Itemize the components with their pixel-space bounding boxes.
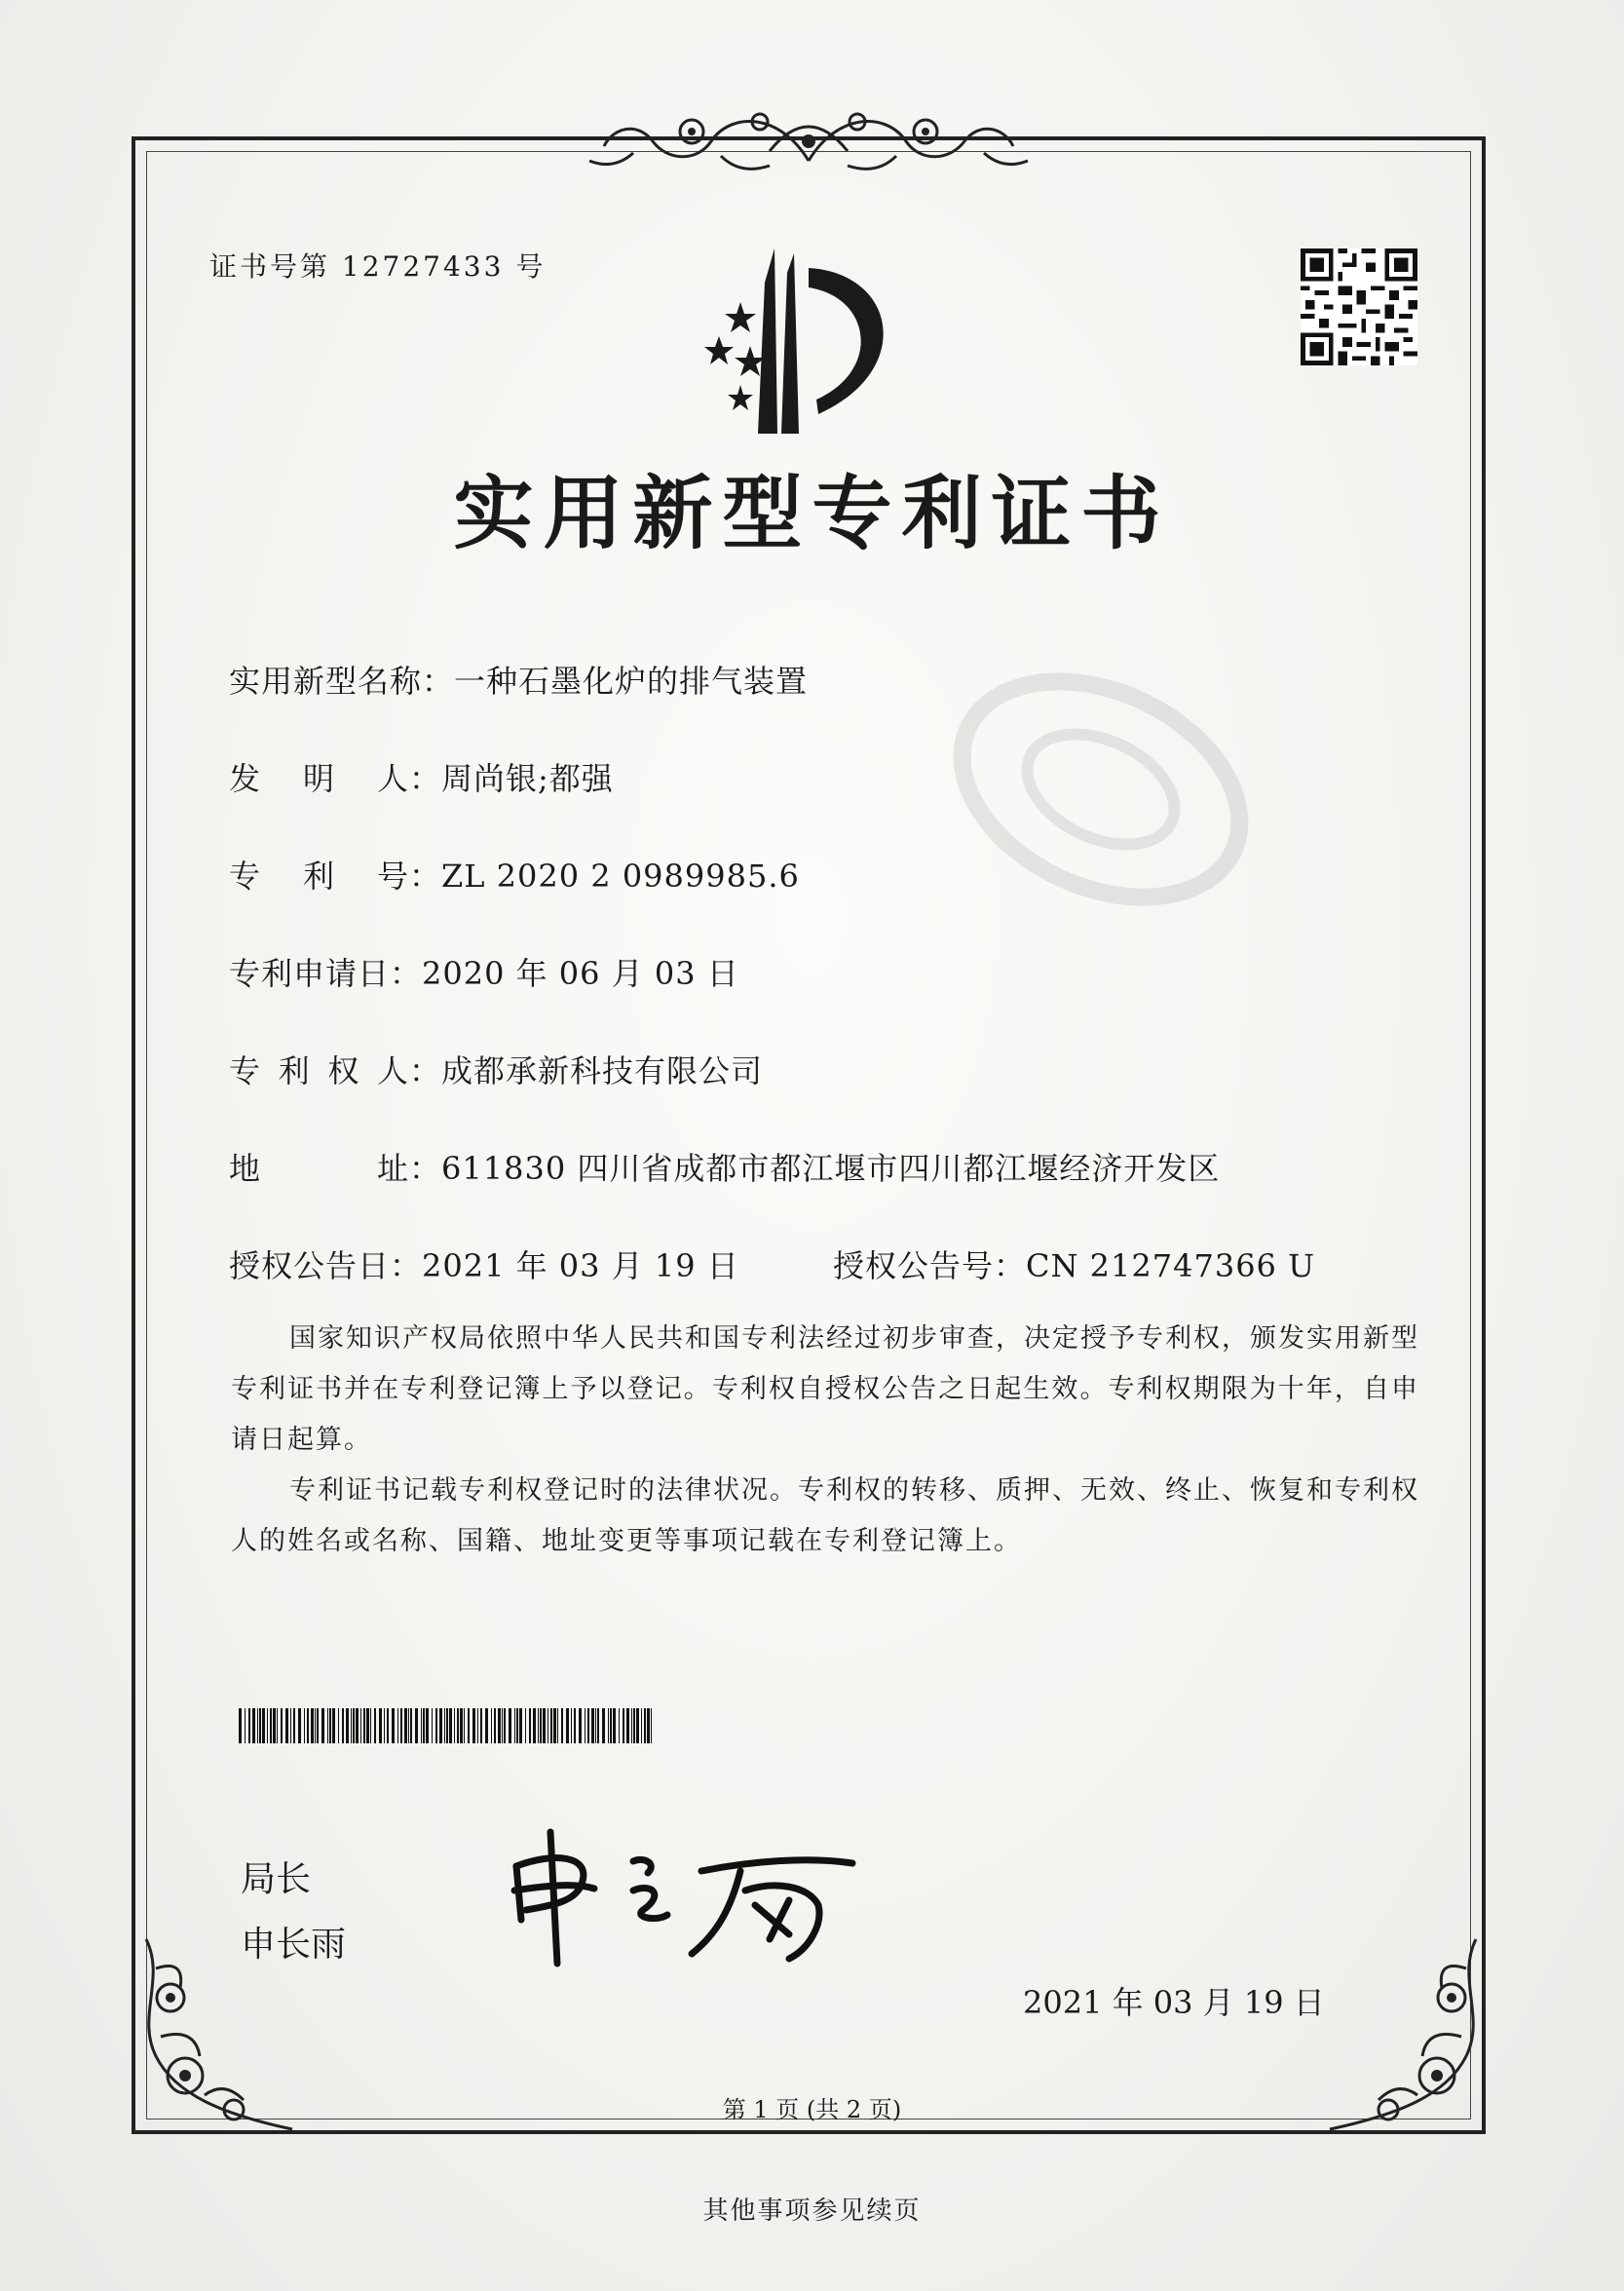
field-label bbox=[229, 1047, 409, 1091]
director-name: 申长雨 bbox=[241, 1925, 347, 1965]
label-char: 专 bbox=[229, 858, 262, 895]
label-char: 明 bbox=[302, 760, 335, 797]
cnipa-emblem bbox=[672, 244, 935, 439]
field-label: 专利申请日： bbox=[229, 955, 423, 992]
field-value: 2021 年 03 月 19 日 bbox=[422, 1247, 739, 1284]
label-char: 号 bbox=[376, 858, 409, 895]
field-label bbox=[229, 852, 409, 897]
field-value: CN 212747366 U bbox=[1026, 1247, 1316, 1284]
signing-date: 2021 年 03 月 19 日 bbox=[1023, 1984, 1325, 2021]
label-char: 专 bbox=[229, 1052, 262, 1089]
label-char: 地 bbox=[229, 1150, 262, 1187]
field-value: 611830 四川省成都市都江堰市四川都江堰经济开发区 bbox=[441, 1150, 1221, 1187]
field-patent-number bbox=[229, 852, 800, 897]
footer-note: 其他事项参见续页 bbox=[702, 2196, 922, 2226]
field-label bbox=[229, 1144, 409, 1189]
certificate-title: 实用新型专利证书 bbox=[453, 467, 1171, 560]
label-char: 发 bbox=[229, 760, 262, 797]
label-char: 人 bbox=[376, 760, 409, 797]
field-grant-number bbox=[833, 1241, 1315, 1286]
top-ornament bbox=[575, 93, 1042, 185]
certificate-number-suffix: 号 bbox=[515, 250, 547, 283]
field-grant-date bbox=[229, 1241, 739, 1286]
certificate-number-prefix: 证书号第 bbox=[209, 250, 331, 283]
field-application-date bbox=[229, 949, 739, 994]
label-char: 址 bbox=[376, 1150, 409, 1187]
field-inventor bbox=[229, 754, 614, 799]
field-utility-model-name bbox=[229, 657, 808, 702]
director-title: 局长 bbox=[241, 1859, 312, 1899]
field-address bbox=[229, 1144, 1220, 1189]
legal-paragraph-2: 专利证书记载专利权登记时的法律状况。专利权的转移、质押、无效、终止、恢复和专利权人的姓名或名称、国籍、地址变更等事项记载在专利登记簿上。 bbox=[231, 1475, 1419, 1556]
page-indicator: 第 1 页 (共 2 页) bbox=[722, 2096, 902, 2123]
field-label bbox=[229, 754, 409, 799]
qr-code bbox=[1301, 248, 1417, 365]
field-value: 成都承新科技有限公司 bbox=[441, 1052, 764, 1089]
field-value: 周尚银;都强 bbox=[441, 760, 614, 797]
certificate-number bbox=[209, 246, 546, 285]
field-value: ZL 2020 2 0989985.6 bbox=[441, 858, 800, 895]
label-char: 利 bbox=[302, 858, 335, 895]
legal-paragraph-1: 国家知识产权局依照中华人民共和国专利法经过初步审查，决定授予专利权，颁发实用新型专利证书并在专利登记簿上予以登记。专利权自授权公告之日起生效。专利权期限为十年，自申请日起算。 bbox=[231, 1323, 1419, 1455]
director-signature bbox=[497, 1813, 867, 1968]
field-colon: ： bbox=[409, 858, 442, 895]
field-value: 一种石墨化炉的排气装置 bbox=[454, 663, 809, 700]
field-label: 授权公告号： bbox=[833, 1247, 1027, 1284]
field-value: 2020 年 06 月 03 日 bbox=[422, 955, 739, 992]
label-char: 人 bbox=[376, 1052, 409, 1089]
field-label: 实用新型名称： bbox=[229, 663, 455, 700]
label-char: 利 bbox=[278, 1052, 311, 1089]
label-char: 权 bbox=[327, 1052, 360, 1089]
field-patentee bbox=[229, 1047, 763, 1091]
field-label: 授权公告日： bbox=[229, 1247, 423, 1284]
barcode bbox=[239, 1708, 653, 1743]
certificate-number-value: 12727433 bbox=[341, 250, 505, 283]
field-colon: ： bbox=[409, 1150, 442, 1187]
field-colon: ： bbox=[409, 760, 442, 797]
field-colon: ： bbox=[409, 1052, 442, 1089]
